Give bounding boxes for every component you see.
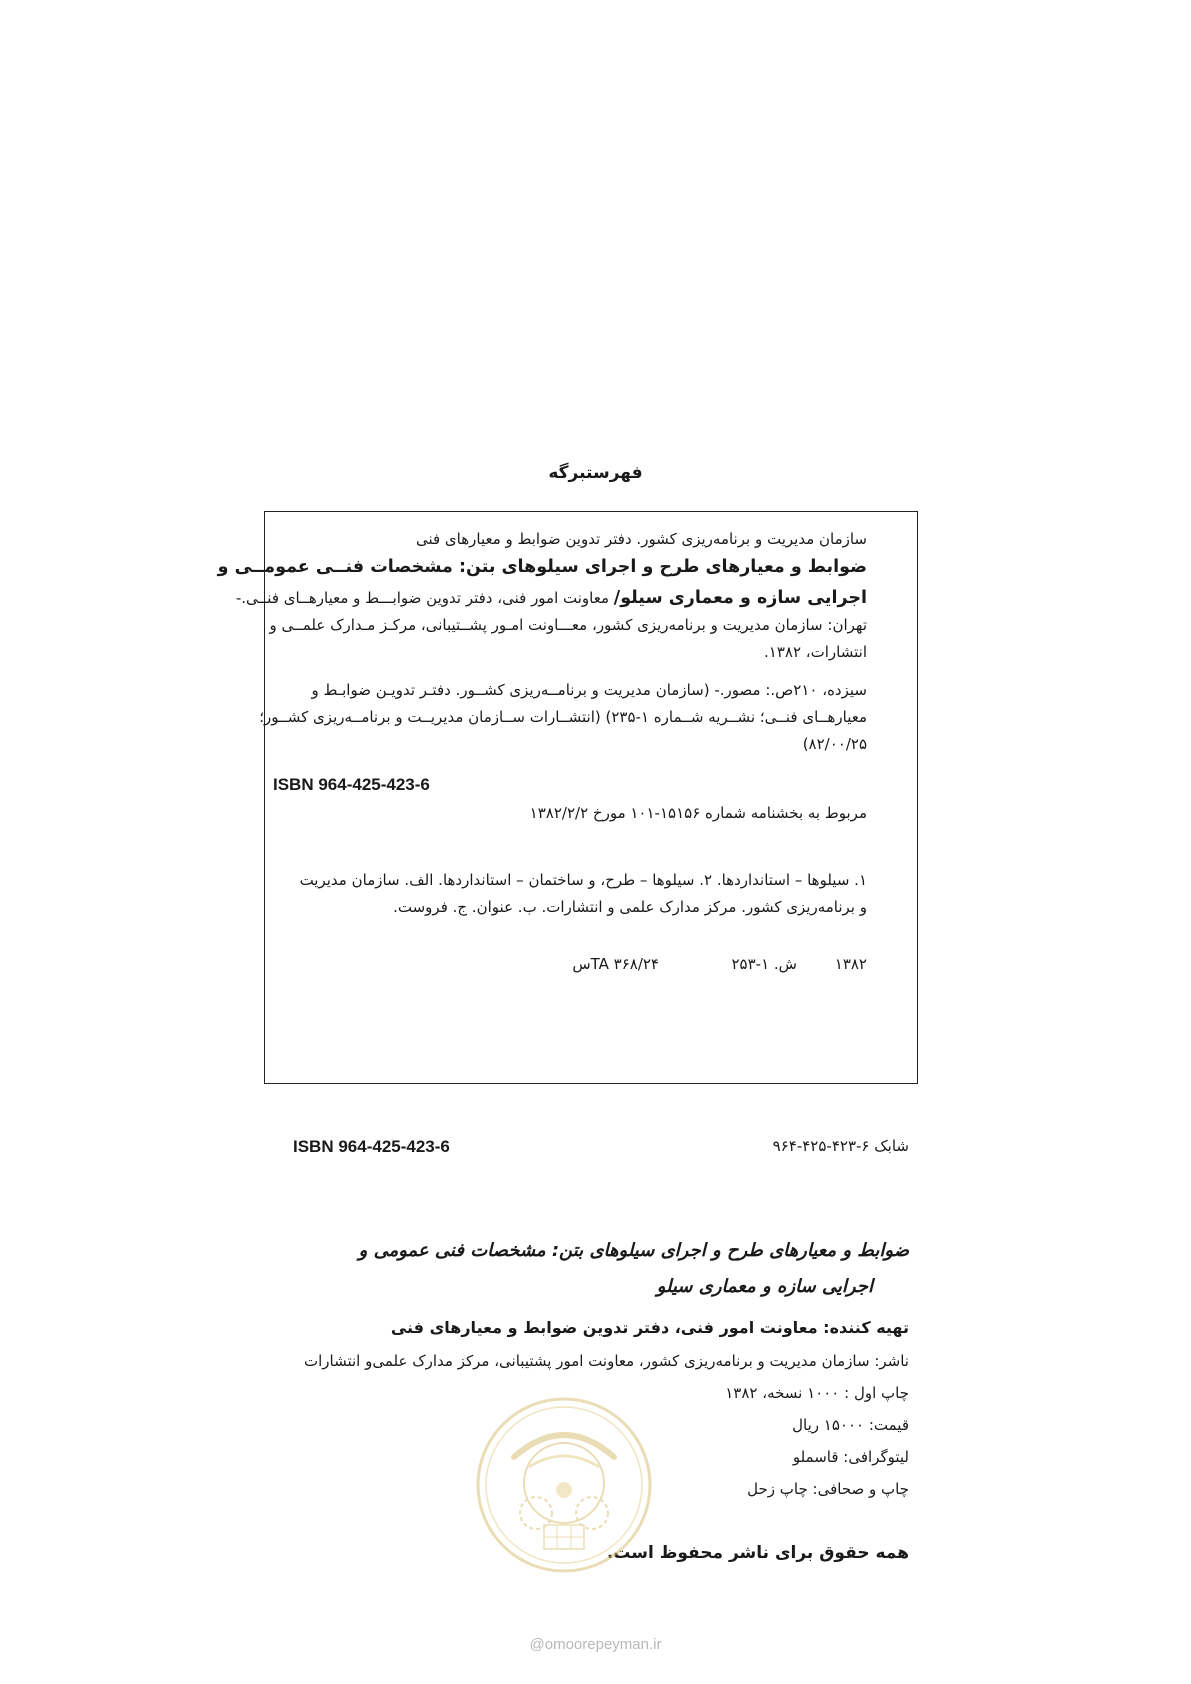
colophon-publisher: ناشر: سازمان مدیریت و برنامه‌ریزی کشور، معاونت امور پشتیبانی، مرکز مدارک علمی‌و انتشارات [303,1352,909,1370]
cip-author: سازمان مدیریت و برنامه‌ریزی کشور. دفتر تدوین ضوابط و معیارهای فنی [415,530,867,548]
cip-heading: فهرستبرگه [548,463,643,483]
cip-isbn: ISBN 964-425-423-6 [273,775,430,794]
isbn-bottom: ISBN 964-425-423-6 [293,1137,450,1156]
cip-publication-line2: انتشارات، ۱۳۸۲. [764,643,867,661]
cip-related-circular: مربوط به بخشنامه شماره ۱۵۱۵۶-۱۰۱ مورخ ۱۳۸۲/۲/۲ [529,804,867,822]
cip-classification-number: ش. ۱-۲۵۳ [731,955,797,973]
cip-publication-line1: تهران: سازمان مدیریت و برنامه‌ریزی کشور، معـــاونت امـور پشــتیبانی، مرکـز مـدارک علمــی و [269,616,867,634]
colophon-lithography: لیتوگرافی: قاسملو [792,1448,909,1466]
cip-description-line3: ۸۲/۰۰/۲۵) [802,735,867,753]
cip-title-line2 [236,587,867,609]
colophon-title-line1: ضوابط و معیارهای طرح و اجرای سیلوهای بتن: مشخصات فنی عمومی و [358,1240,909,1261]
shabak-number: شابک ۶-۴۲۳-۴۲۵-۹۶۴ [772,1137,909,1155]
cip-subjects-line1: ۱. سیلوها – استانداردها. ۲. سیلوها – طرح، و ساختمان – استانداردها. الف. سازمان مدیریت [299,871,867,889]
cip-title-line2-rest: معاونت امور فنی، دفتر تدوین ضوابـــط و معیارهــای فنــی.- [235,589,614,607]
cip-title-line1: ضوابط و معیارهای طرح و اجرای سیلوهای بتن: مشخصات فنــی عمومــی و [217,557,867,577]
publisher-seal-logo [474,1395,654,1575]
colophon-rights: همه حقوق برای ناشر محفوظ است. [606,1543,909,1563]
colophon-title-line2: اجرایی سازه و معماری سیلو [656,1276,873,1297]
cip-classification-year: ۱۳۸۲ [834,955,867,973]
cip-box [217,511,918,1084]
colophon-prepared-by: تهیه کننده: معاونت امور فنی، دفتر تدوین ضوابط و معیارهای فنی [390,1318,909,1337]
colophon-printing: چاپ و صحافی: چاپ زحل [747,1480,909,1498]
cip-description-line2: معیارهــای فنــی؛ نشــریه شــماره ۱-۲۳۵) (انتشــارات ســازمان مدیریــت و برنامــه‌ریزی کشــور؛ [259,708,867,726]
watermark-url: @omoorepeyman.ir [529,1636,662,1653]
cip-description-line1: سیزده، ۲۱۰ص.: مصور.- (سازمان مدیریت و برنامــه‌ریزی کشــور. دفتـر تدویـن ضوابـط و [311,681,867,699]
cip-title-line2-bold: اجرایی سازه و معماری سیلو/ [613,588,867,608]
cip-subjects-line2: و برنامه‌ریزی کشور. مرکز مدارک علمی و انتشارات. ب. عنوان. ج. فروست. [393,898,867,916]
cip-classification-ta: TA ۳۶۸/۲۴س [572,955,659,973]
colophon-price: قیمت: ۱۵۰۰۰ ریال [792,1416,909,1434]
colophon-edition: چاپ اول : ۱۰۰۰ نسخه، ۱۳۸۲ [725,1384,909,1402]
